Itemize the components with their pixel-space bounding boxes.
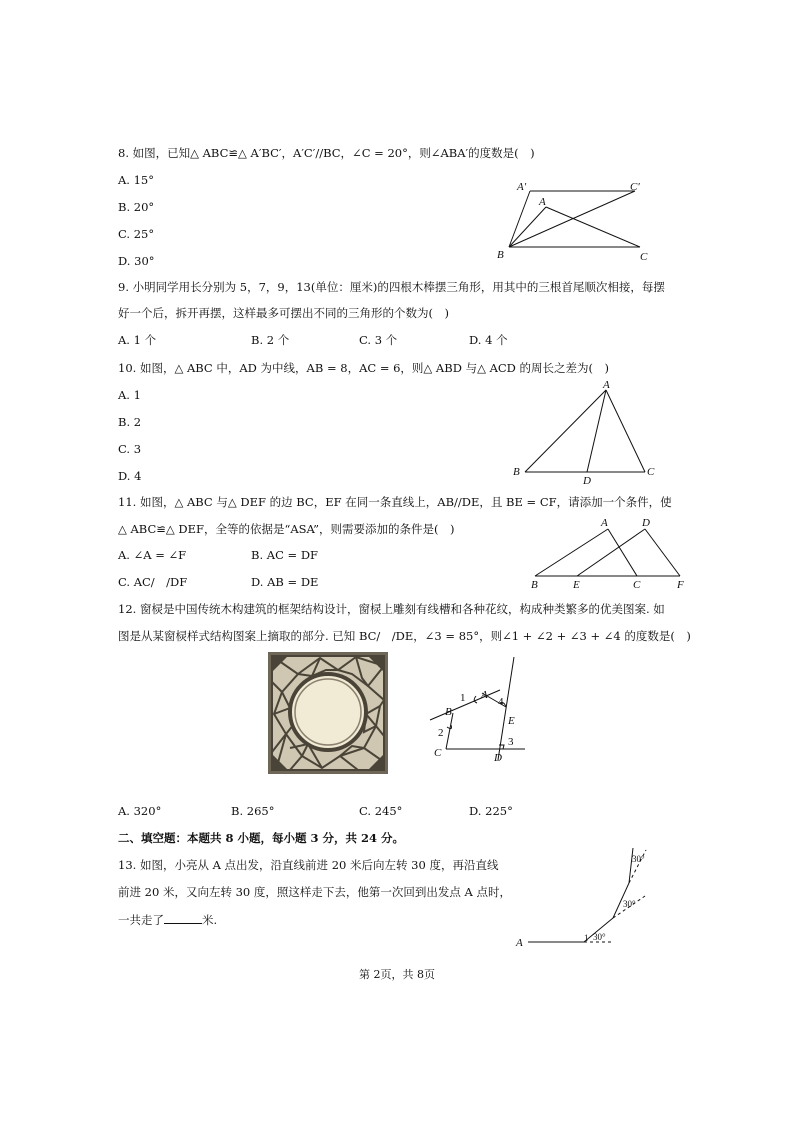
q12-label-2: 2 [438,727,444,739]
q9-option-d: D. 4 个 [469,333,508,347]
q11-option-c: C. AC/ /DF [118,575,188,589]
q11-label-b: B [531,579,538,591]
q13-label-1: 1 [584,933,589,943]
q12-label-1: 1 [460,692,466,704]
section-title-fill-in: 二、填空题：本题共 8 小题，每小题 3 分，共 24 分。 [118,831,405,845]
q8-label-a: A [539,196,546,208]
q13-figure [510,840,670,952]
q11-stem-line1: 11. 如图，△ ABC 与△ DEF 的边 BC，EF 在同一条直线上，AB//DE，且 BE = CF，请添加一个条件，使 [118,495,672,509]
q10-option-a: A. 1 [118,388,141,402]
q8-label-b: B [497,249,504,261]
q13-angle-3: 30° [632,854,645,864]
q12-stem-line2: 图是从某窗棂样式结构图案上摘取的部分. 已知 BC/ /DE，∠3 = 85°，则∠1 + ∠2 + ∠3 + ∠4 的度数是( ) [118,629,691,643]
window-lattice-image [268,652,388,774]
q12-option-d: D. 225° [469,804,513,818]
q8-label-a-prime: A′ [517,181,527,193]
q12-label-b: B [445,706,452,718]
q8-label-c-prime: C′ [630,181,640,193]
q10-label-b: B [513,466,520,478]
q11-label-a: A [601,517,608,529]
q11-stem-line2: △ ABC≌△ DEF，全等的依据是“ASA”，则需要添加的条件是( ) [118,522,455,536]
q13-label-a: A [516,937,523,949]
q12-label-a: A [481,689,488,701]
q12-option-c: C. 245° [359,804,403,818]
q12-label-3: 3 [508,736,514,748]
q12-label-c: C [434,747,442,759]
q13-angle-2: 30° [623,899,636,909]
q12-label-d: D [494,752,502,764]
q12-figure [420,655,535,765]
q13-line3-suffix: 米. [202,913,218,927]
q8-label-c: C [640,251,648,263]
q10-label-a: A [603,379,610,391]
q12-label-4: 4 [498,696,504,708]
q9-option-a: A. 1 个 [118,333,157,347]
q9-option-c: C. 3 个 [359,333,398,347]
q11-option-d: D. AB = DE [251,575,319,589]
q13-line3 [118,912,217,927]
page-footer: 第 2页，共 8页 [359,968,435,981]
q11-label-c: C [633,579,641,591]
q11-figure [525,512,690,592]
q13-line3-prefix: 一共走了 [118,913,164,927]
q12-label-e: E [508,715,515,727]
q8-option-c: C. 25° [118,227,155,241]
q11-label-d: D [642,517,650,529]
q11-option-a: A. ∠A = ∠F [118,548,187,562]
q12-option-b: B. 265° [231,804,275,818]
q8-option-d: D. 30° [118,254,155,268]
q9-option-b: B. 2 个 [251,333,290,347]
q10-figure [505,378,665,488]
q13-line2: 前进 20 米，又向左转 30 度，照这样走下去，他第一次回到出发点 A 点时， [118,885,512,899]
q12-stem-line1: 12. 窗棂是中国传统木构建筑的框架结构设计，窗棂上雕刻有线槽和各种花纹，构成种类繁多的优美图案. 如 [118,602,665,616]
q10-option-c: C. 3 [118,442,142,456]
q8-figure [490,178,660,266]
q8-option-b: B. 20° [118,200,155,214]
q10-option-d: D. 4 [118,469,142,483]
q11-option-b: B. AC = DF [251,548,319,562]
q10-stem: 10. 如图，△ ABC 中，AD 为中线，AB = 8，AC = 6，则△ ABD 与△ ACD 的周长之差为( ) [118,361,610,375]
q10-option-b: B. 2 [118,415,142,429]
q11-label-e: E [573,579,580,591]
q13-line1: 13. 如图，小亮从 A 点出发，沿直线前进 20 米后向左转 30 度，再沿直线 [118,858,499,872]
q8-option-a: A. 15° [118,173,154,187]
q8-stem: 8. 如图，已知△ ABC≌△ A′BC′，A′C′//BC，∠C = 20°，则∠ABA′的度数是( ) [118,146,535,160]
q13-answer-blank[interactable] [164,912,202,924]
q10-label-d: D [583,475,591,487]
q13-angle-1: 30° [593,932,606,942]
q9-stem-line2: 好一个后，拆开再摆，这样最多可摆出不同的三角形的个数为( ) [118,306,449,320]
q9-stem-line1: 9. 小明同学用长分别为 5，7，9，13(单位：厘米)的四根木棒摆三角形，用其中的三根首尾顺次相接，每摆 [118,280,665,294]
q11-label-f: F [677,579,684,591]
q12-option-a: A. 320° [118,804,162,818]
q10-label-c: C [647,466,655,478]
